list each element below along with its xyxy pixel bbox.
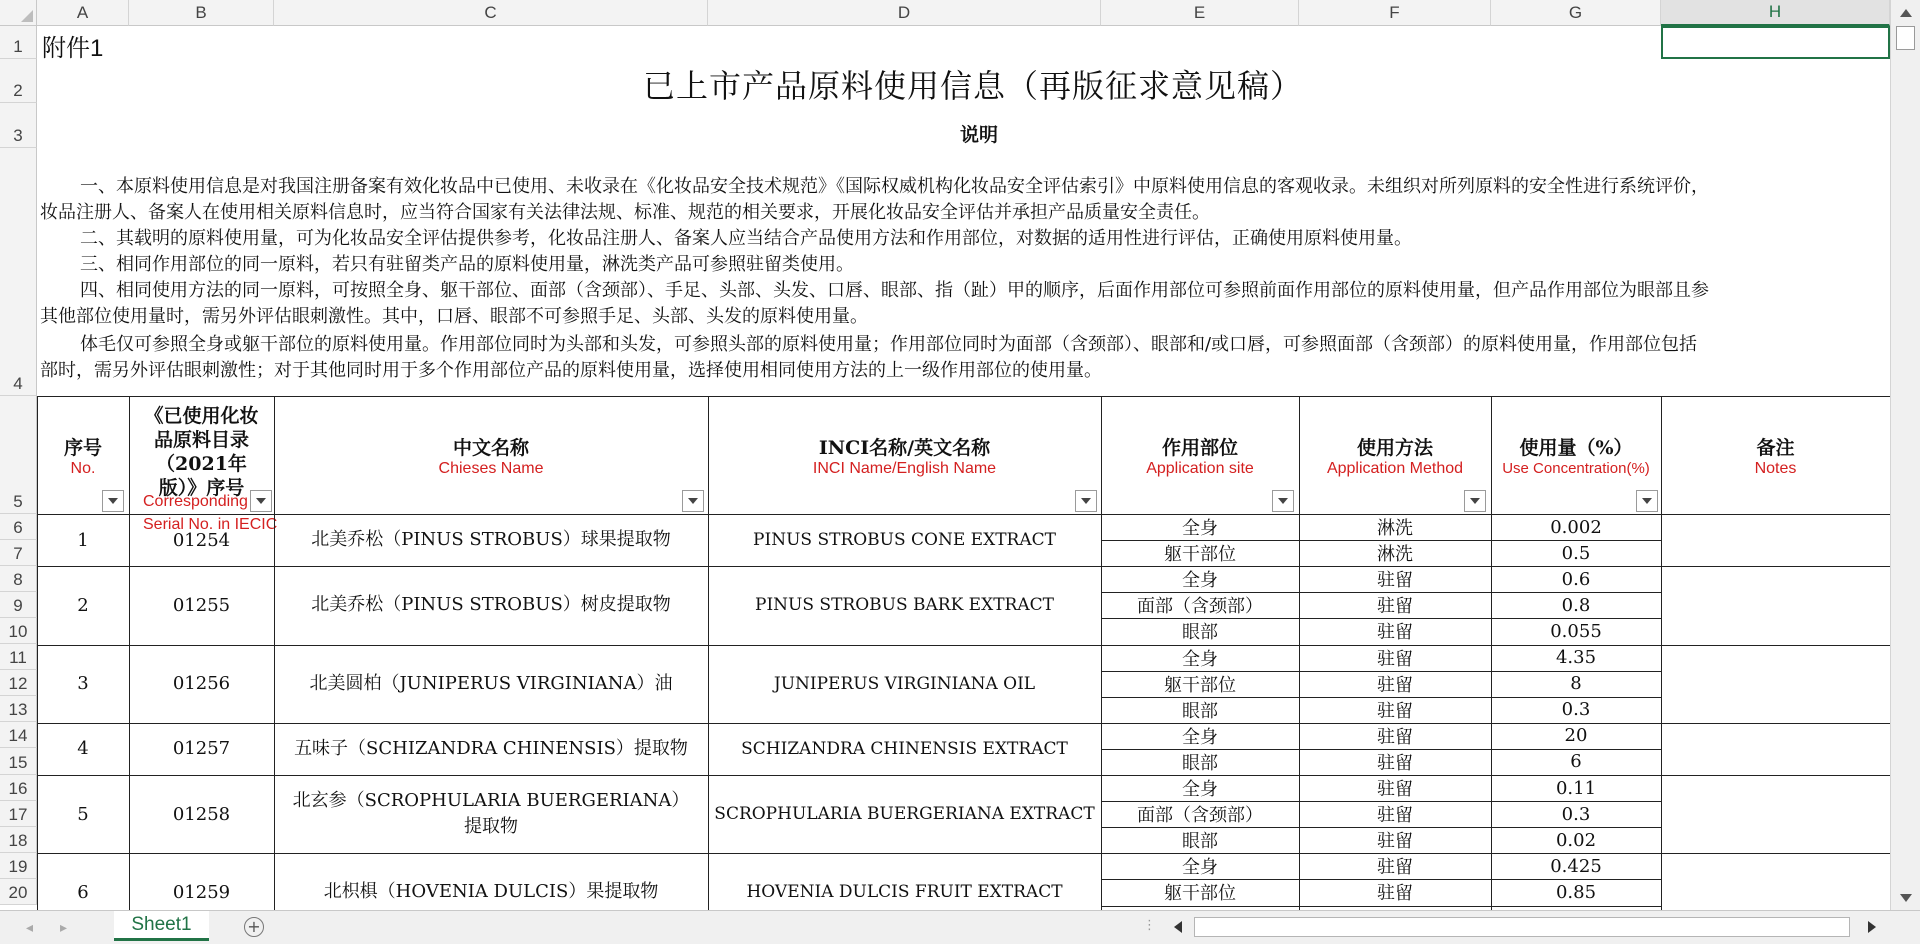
plus-icon: + [247,917,261,936]
row-header[interactable]: 14 [0,722,37,748]
table-row-concentration[interactable]: 4.35 [1555,647,1597,669]
table-row-concentration[interactable]: 0.3 [1561,803,1591,825]
column-header[interactable]: H [1661,0,1890,26]
filter-dropdown-button[interactable] [102,490,124,512]
grid-line [37,645,1890,646]
grid-line [708,396,709,910]
header-name [274,396,708,514]
table-row-no[interactable]: 3 [77,673,89,695]
grid-line [1101,801,1661,802]
chevron-down-icon [256,498,266,504]
prev-sheet-icon[interactable]: ◂ [26,920,34,936]
table-row-application-site[interactable]: 眼部 [1182,752,1218,774]
table-row-application-method[interactable]: 驻留 [1377,805,1413,827]
table-row-concentration[interactable]: 20 [1564,725,1588,747]
table-row-serial[interactable]: 01254 [172,529,231,551]
table-row-concentration[interactable]: 0.02 [1555,829,1597,851]
intro-paragraph: 体毛仅可参照全身或躯干部位的原料使用量。作用部位同时为头部和头发，可参照头部的原料使用量；作用部位同时为面部（含颈部）、眼部和/或口唇，可参照面部（含颈部）的原料使用量，作用部位包括 [80,334,1698,355]
grid-line [37,396,38,910]
header-catalog-cn: 《已使用化妆品原料目录（2021年版）》序号 [144,405,259,499]
add-sheet-button[interactable] [244,917,264,937]
grid-line [129,396,130,910]
table-row-application-method[interactable]: 驻留 [1377,883,1413,905]
column-header[interactable]: D [708,0,1101,26]
header-inci [708,396,1101,514]
table-row-concentration[interactable]: 0.425 [1550,855,1602,877]
scroll-down-arrow[interactable] [1891,886,1920,910]
tab-split-handle-icon[interactable]: ⋮ [1143,918,1156,933]
table-row-concentration[interactable]: 0.055 [1550,620,1602,642]
table-row-concentration[interactable]: 0.11 [1555,777,1597,799]
grid-line [1101,671,1661,672]
intro-paragraph: 二、其载明的原料使用量，可为化妆品安全评估提供参考，化妆品注册人、备案人应当结合产品使用方法和作用部位，对数据的适用性进行评估，正确使用原料使用量。 [80,228,1412,249]
row-header[interactable]: 16 [0,775,37,801]
table-row-concentration[interactable]: 0.85 [1555,881,1597,903]
table-row-serial[interactable]: 01258 [172,803,231,825]
table-row-chinese-name[interactable]: 北美圆柏（JUNIPERUS VIRGINIANA）油 [309,672,673,694]
chevron-down-icon [688,498,698,504]
grid-line [37,853,1890,854]
table-row-application-site[interactable]: 全身 [1182,570,1218,592]
row-header[interactable]: 9 [0,592,37,618]
row-header[interactable]: 19 [0,853,37,879]
table-row-inci-name[interactable]: PINUS STROBUS CONE EXTRACT [753,530,1056,551]
table-row-application-method[interactable]: 驻留 [1377,570,1413,592]
header-conc-cn: 使用量（%） [1519,437,1633,459]
table-row-chinese-name[interactable]: 北枳椇（HOVENIA DULCIS）果提取物 [323,881,659,903]
row-header[interactable]: 12 [0,670,37,696]
sheet-tab-label: Sheet1 [131,913,192,935]
horizontal-scroll-thumb[interactable] [1194,917,1850,937]
header-method-en: Application Method [1326,459,1464,477]
intro-paragraph: 妆品注册人、备案人在使用相关原料信息时，应当符合国家有关法律法规、标准、规范的相关要求，开展化妆品安全评估并承担产品质量安全责任。 [40,202,1210,223]
header-notes-en: Notes [1754,459,1797,477]
row-header[interactable]: 7 [0,540,37,566]
grid-line [37,775,1890,776]
chevron-down-icon [108,498,118,504]
grid-line [1101,697,1661,698]
grid-line [1491,396,1492,910]
table-row-inci-name[interactable]: PINUS STROBUS BARK EXTRACT [755,595,1054,616]
table-row-serial[interactable]: 01255 [172,594,231,616]
grid-line [1101,618,1661,619]
table-row-application-method[interactable]: 驻留 [1377,648,1413,670]
table-row-concentration[interactable]: 0.3 [1561,699,1591,721]
table-row-inci-name[interactable]: JUNIPERUS VIRGINIANA OIL [773,673,1036,694]
table-row-application-site[interactable]: 全身 [1182,518,1218,540]
header-method [1299,396,1491,514]
header-site-en: Application site [1146,459,1254,477]
grid-line [274,396,275,910]
table-row-chinese-name[interactable]: 北美乔松（PINUS STROBUS）树皮提取物 [311,594,671,616]
header-conc-en: Use Concentration(%) [1502,460,1650,477]
table-row-application-site[interactable]: 眼部 [1182,622,1218,644]
table-row-no[interactable]: 2 [77,594,89,616]
table-row-serial[interactable]: 01256 [172,673,231,695]
row-header[interactable]: 6 [0,514,37,540]
table-row-chinese-name[interactable]: 北玄参（SCROPHULARIA BUERGERIANA）提取物 [292,790,690,838]
header-no-cn: 序号 [63,436,102,459]
intro-paragraph: 其他部位使用量时，需另外评估眼刺激性。其中，口唇、眼部不可参照手足、头部、头发的原料使用量。 [40,306,868,327]
table-row-no[interactable]: 4 [77,738,89,760]
attachment-label: 附件1 [42,35,104,62]
next-sheet-icon[interactable]: ▸ [60,920,68,936]
header-catalog-en-2: Serial No. in IECIC [143,516,278,533]
grid-line [1101,749,1661,750]
row-header[interactable]: 20 [0,879,37,905]
header-inci-en: INCI Name/English Name [812,459,997,477]
header-notes-cn: 备注 [1756,436,1795,459]
filter-dropdown-button[interactable] [682,490,704,512]
table-row-application-method[interactable]: 驻留 [1377,622,1413,644]
table-row-application-method[interactable]: 驻留 [1377,596,1413,618]
chevron-down-icon [1470,498,1480,504]
table-row-concentration[interactable]: 0.8 [1561,594,1591,616]
table-row-application-method[interactable]: 驻留 [1377,752,1413,774]
table-row-application-method[interactable]: 驻留 [1377,831,1413,853]
row-header[interactable]: 3 [0,103,37,148]
filter-dropdown-button[interactable] [250,490,272,512]
grid-line [1101,396,1102,910]
table-row-chinese-name[interactable]: 五味子（SCHIZANDRA CHINENSIS）提取物 [294,737,688,759]
grid-line [1101,540,1661,541]
table-row-application-method[interactable]: 淋洗 [1377,544,1413,566]
table-row-inci-name[interactable]: HOVENIA DULCIS FRUIT EXTRACT [746,882,1063,903]
sheet-tab-sheet1[interactable] [114,911,209,941]
table-row-inci-name[interactable]: SCROPHULARIA BUERGERIANA EXTRACT [714,804,1095,825]
column-header[interactable]: E [1101,0,1299,26]
table-row-application-method[interactable]: 驻留 [1377,674,1413,696]
grid-line [37,396,1890,397]
row-header[interactable]: 17 [0,801,37,827]
row-header[interactable]: 8 [0,566,37,592]
column-header[interactable]: G [1491,0,1661,26]
header-method-cn: 使用方法 [1356,436,1433,459]
header-site [1101,396,1299,514]
chevron-down-icon [1642,498,1652,504]
table-row-no[interactable]: 5 [77,803,89,825]
filter-dropdown-button[interactable] [1075,490,1097,512]
table-row-application-site[interactable]: 躯干部位 [1164,544,1236,566]
row-header[interactable]: 2 [0,59,37,103]
column-header[interactable]: B [129,0,274,26]
table-row-concentration[interactable]: 0.6 [1561,568,1591,590]
intro-paragraph: 四、相同使用方法的同一原料，可按照全身、躯干部位、面部（含颈部）、手足、头部、头发、口唇、眼部、指（趾）甲的顺序，后面作用部位可参照前面作用部位的原料使用量，但产品作用部位为眼部且参 [80,280,1709,301]
grid-line [37,566,1890,567]
grid-line [37,514,1890,515]
table-row-application-site[interactable]: 全身 [1182,779,1218,801]
table-row-application-site[interactable]: 全身 [1182,857,1218,879]
table-row-no[interactable]: 1 [77,529,89,551]
table-row-concentration[interactable]: 6 [1570,751,1582,773]
header-site-cn: 作用部位 [1161,436,1238,459]
section-subtitle: 说明 [960,124,999,146]
grid-line [37,723,1890,724]
header-inci-cn: INCI名称/英文名称 [818,436,991,459]
grid-line [1299,396,1300,910]
grid-line [1101,879,1661,880]
column-header[interactable]: C [274,0,708,26]
header-name-en: Chieses Name [438,459,544,477]
row-header[interactable]: 15 [0,748,37,775]
chevron-down-icon [1278,498,1288,504]
row-header[interactable]: 4 [0,148,37,396]
table-row-application-site[interactable]: 全身 [1182,648,1218,670]
grid-line [1101,906,1661,907]
header-catalog-en-1: Corresponding [143,493,248,510]
table-row-chinese-name[interactable]: 北美乔松（PINUS STROBUS）球果提取物 [311,529,671,551]
table-row-serial[interactable]: 01257 [172,738,231,760]
table-row-concentration[interactable]: 8 [1570,673,1582,695]
header-name-cn: 中文名称 [452,436,529,459]
row-header[interactable]: 5 [0,396,37,514]
row-header[interactable]: 1 [0,26,37,59]
table-row-application-site[interactable]: 眼部 [1182,831,1218,853]
intro-paragraph: 一、本原料使用信息是对我国注册备案有效化妆品中已使用、未收录在《化妆品安全技术规范》《国际权威机构化妆品安全评估索引》中原料使用信息的客观收录。未组织对所列原料的安全性进行系统评价， [80,176,1709,197]
table-row-concentration[interactable]: 0.002 [1550,516,1602,538]
vertical-scrollbar[interactable] [1890,0,1920,910]
intro-paragraph: 三、相同作用部位的同一原料，若只有驻留类产品的原料使用量，淋洗类产品可参照驻留类使用。 [80,254,854,275]
grid-line [1101,827,1661,828]
row-header[interactable]: 11 [0,644,37,670]
vertical-scroll-thumb[interactable] [1896,26,1915,50]
active-cell-h1[interactable] [1661,26,1890,59]
table-row-application-method[interactable]: 驻留 [1377,700,1413,722]
header-no-en: No. [70,459,96,477]
table-row-application-site[interactable]: 躯干部位 [1164,883,1236,905]
intro-paragraph: 部时，需另外评估眼刺激性；对于其他同时用于多个作用部位产品的原料使用量，选择使用相同使用方法的上一级作用部位的使用量。 [40,360,1102,381]
table-row-application-site[interactable]: 躯干部位 [1164,674,1236,696]
header-notes [1661,396,1890,514]
table-row-concentration[interactable]: 0.5 [1561,542,1591,564]
table-row-application-method[interactable]: 驻留 [1377,857,1413,879]
table-row-application-site[interactable]: 面部（含颈部） [1137,596,1263,618]
table-row-application-site[interactable]: 眼部 [1182,700,1218,722]
table-row-application-method[interactable]: 淋洗 [1377,518,1413,540]
scroll-left-arrow[interactable] [1168,917,1188,937]
scroll-right-arrow[interactable] [1862,917,1882,937]
grid-line [1101,592,1661,593]
select-all-corner[interactable] [0,0,37,26]
row-header[interactable]: 13 [0,696,37,722]
table-row-serial[interactable]: 01259 [172,881,231,903]
sheet-tab-bar [0,910,1920,944]
column-header[interactable]: F [1299,0,1491,26]
filter-dropdown-button[interactable] [1464,490,1486,512]
chevron-down-icon [1081,498,1091,504]
filter-dropdown-button[interactable] [1636,490,1658,512]
table-row-application-method[interactable]: 驻留 [1377,726,1413,748]
horizontal-scrollbar[interactable] [1168,913,1890,941]
table-row-no[interactable]: 6 [77,881,89,903]
row-header[interactable]: 10 [0,618,37,644]
filter-dropdown-button[interactable] [1272,490,1294,512]
row-header[interactable]: 18 [0,827,37,853]
table-row-application-site[interactable]: 全身 [1182,726,1218,748]
column-header[interactable]: A [37,0,129,26]
scroll-up-arrow[interactable] [1891,0,1920,26]
table-row-application-site[interactable]: 面部（含颈部） [1137,805,1263,827]
page-title: 已上市产品原料使用信息（再版征求意见稿） [643,67,1304,105]
table-row-application-method[interactable]: 驻留 [1377,779,1413,801]
grid-line [1661,396,1662,910]
table-row-inci-name[interactable]: SCHIZANDRA CHINENSIS EXTRACT [741,738,1068,759]
